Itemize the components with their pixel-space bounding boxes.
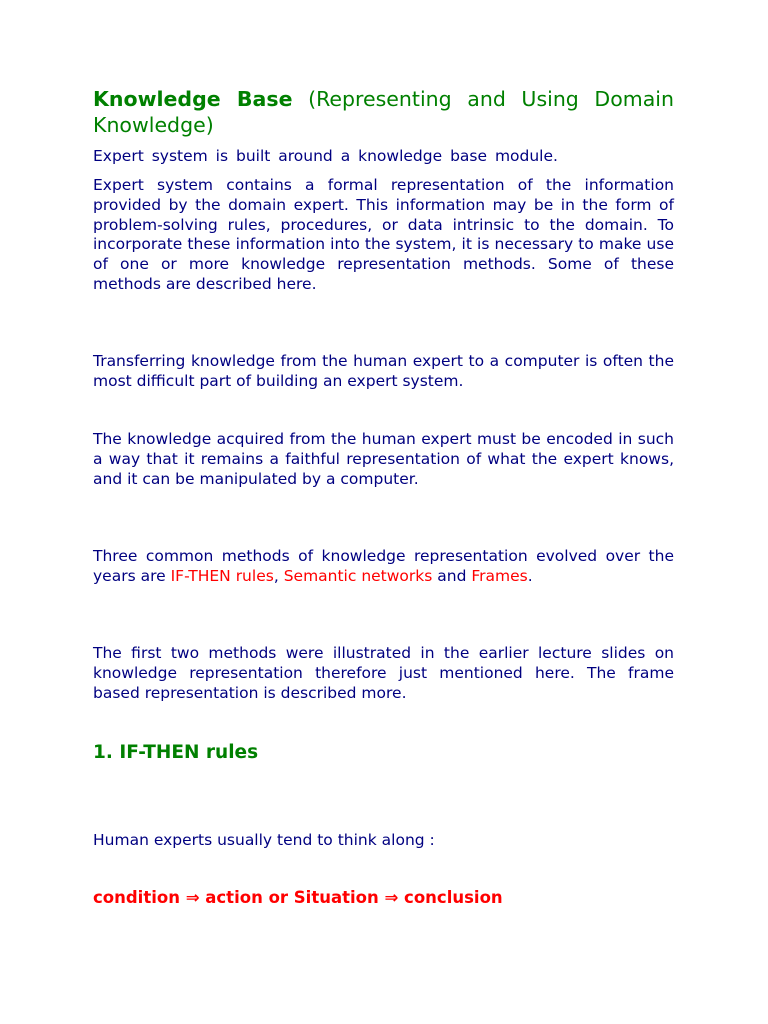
paragraph-first-two: The first two methods were illustrated in the earlier lecture slides on knowledge representation therefore just mentioned here. The frame based representation is described more. — [93, 644, 674, 702]
method-semantic-networks: Semantic networks — [283, 566, 433, 585]
rule-situation-conclusion: Situation ⇒ conclusion — [293, 888, 503, 907]
section-heading-if-then: 1. IF-THEN rules — [93, 742, 259, 763]
methods-prefix: Three common methods of knowledge representation evolved over the years are — [93, 547, 674, 585]
page-title — [93, 86, 674, 138]
methods-and: and — [437, 566, 467, 585]
paragraph-expert-system: Expert system contains a formal representation of the information provided by the domain expert. This information may be in the form of problem-solving rules, procedures, or data intrinsic to the domain. To incorporate these information into the system, it is necessary to make use of one or more knowledge representation methods. Some of these methods are described here. — [93, 176, 674, 293]
methods-end: . — [527, 566, 533, 585]
title-subtitle: (Representing and Using Domain Knowledge) — [93, 87, 674, 137]
rule-line — [93, 888, 674, 908]
method-if-then: IF-THEN rules — [170, 566, 274, 585]
paragraph-intro: Expert system is built around a knowledge base module. — [93, 147, 558, 165]
methods-separator: , — [273, 566, 279, 585]
paragraph-human-experts: Human experts usually tend to think along : — [93, 831, 435, 849]
rule-condition-action: condition ⇒ action — [93, 888, 263, 907]
rule-or: or — [268, 888, 289, 907]
method-frames: Frames — [471, 566, 528, 585]
paragraph-transferring: Transferring knowledge from the human expert to a computer is often the most difficult part of building an expert system. — [93, 352, 674, 390]
paragraph-knowledge-acquired: The knowledge acquired from the human expert must be encoded in such a way that it remains a faithful representation of what the expert knows, and it can be manipulated by a computer. — [93, 430, 674, 488]
title-bold: Knowledge Base — [93, 87, 293, 111]
paragraph-three-methods — [93, 547, 674, 587]
